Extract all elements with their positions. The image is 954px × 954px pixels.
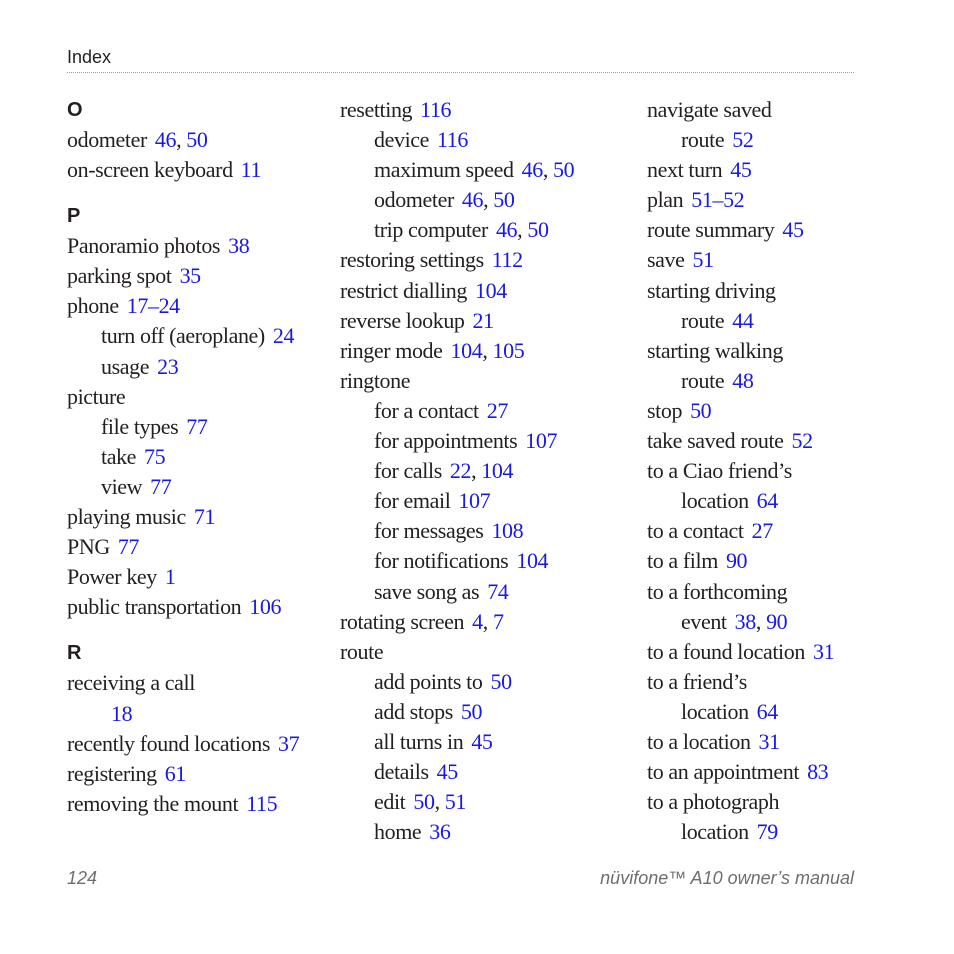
page-link[interactable]: 38 [228,233,250,259]
index-entry [67,729,327,759]
page-link[interactable]: 45 [782,217,804,243]
index-term: all turns in [374,728,464,754]
page-references [461,699,482,724]
page-link[interactable]: 45 [730,157,752,183]
page-references [278,731,299,756]
index-entry [647,155,857,185]
index-column-3 [647,95,857,847]
page-references [807,759,828,784]
index-term: resetting [340,97,413,122]
page-references [458,488,490,513]
index-entry [340,637,630,667]
index-subentry [67,442,327,472]
index-term: restoring settings [340,247,484,273]
page-separator: , [482,608,493,634]
page-references [165,761,186,786]
page-link[interactable]: 27 [751,518,773,544]
index-entry [340,95,630,125]
page-link[interactable]: 83 [807,759,829,785]
index-term: for messages [374,518,484,544]
page-references [165,564,176,589]
index-term: view [101,473,143,499]
page-references [241,157,261,182]
page-link[interactable]: 35 [179,263,201,289]
index-term: starting walking [647,337,783,363]
index-term: for appointments [374,428,518,454]
index-term: stop [647,397,683,423]
index-term: to a contact [647,518,744,544]
index-column-1 [67,95,327,819]
index-term: add points to [374,668,483,694]
index-term: route [681,127,725,153]
page-references [194,504,215,529]
page-link[interactable]: 45 [471,728,493,754]
page-references [690,398,711,423]
index-letter-heading: O [67,99,83,121]
index-entry [647,577,857,607]
index-entry [647,426,857,456]
index-letter-heading: R [67,642,82,665]
page-references [273,323,294,348]
page-references [487,398,508,423]
page-references [730,157,751,182]
index-subentry [340,546,630,576]
index-entry [340,306,630,336]
page-references [491,518,523,543]
index-entry [647,215,857,245]
page-references [691,187,744,212]
page-link[interactable]: 90 [766,608,788,634]
index-term: route [681,307,725,333]
index-subentry [647,697,857,727]
index-term: ringtone [340,367,411,393]
index-term: home [374,819,422,845]
page-references [792,428,813,453]
page-link[interactable]: 116 [420,97,452,122]
page-references [516,548,548,573]
page-references [462,187,515,212]
page-separator: , [482,337,493,363]
page-link[interactable]: 21 [472,307,494,333]
page-references [490,669,511,694]
page-link[interactable]: 11 [240,157,262,183]
page-references [759,729,780,754]
page-separator: , [542,157,554,183]
page-references [732,368,753,393]
index-term: rotating screen [340,608,465,634]
index-entry [67,261,327,291]
index-term: details [374,759,429,785]
index-term: removing the mount [67,790,239,816]
page-link[interactable]: 23 [157,353,179,379]
page-link[interactable]: 50 [527,217,549,243]
index-subentry [340,155,630,185]
page-link[interactable]: 7 [492,608,504,634]
page-link[interactable]: 107 [458,488,491,514]
index-subentry [647,306,857,336]
index-term: route [340,638,384,664]
index-subentry [340,787,630,817]
index-term: restrict dialling [340,277,467,303]
page-link[interactable]: 116 [437,127,468,153]
index-entry [647,95,857,125]
page-references [496,217,549,242]
page-link[interactable]: 1 [164,564,176,590]
page-separator: , [434,789,445,815]
page-link[interactable]: 38 [734,608,756,634]
page-link[interactable]: 50 [493,187,515,213]
page-references [757,699,778,724]
page-separator: , [517,217,528,243]
page-link[interactable]: 61 [164,760,186,786]
page-link[interactable]: 48 [732,367,754,393]
index-subentry [340,396,630,426]
index-subentry [340,185,630,215]
index-term: location [681,698,749,724]
index-term: to a photograph [647,789,780,815]
index-term: for calls [374,458,442,484]
index-subentry [647,607,857,637]
index-term: save song as [374,578,480,604]
page-link[interactable]: 36 [429,819,451,845]
page-separator: , [176,127,187,152]
page-link[interactable]: 50 [186,127,208,152]
index-subentry [340,697,630,727]
index-entry [647,276,857,306]
page-references [155,127,208,152]
page-link[interactable]: 105 [492,337,525,363]
index-subentry [340,667,630,697]
page-references [246,791,277,816]
index-term: turn off (aeroplane) [101,323,265,349]
page-references [111,701,132,726]
index-subentry [647,125,857,155]
page-link[interactable]: 46 [154,127,177,152]
page-references [157,354,178,379]
index-entry [647,245,857,275]
index-term: public transportation [67,594,242,620]
index-entry [647,546,857,576]
index-entry [67,699,327,729]
index-entry [67,155,327,185]
page-references [420,97,451,122]
index-term: for notifications [374,548,509,574]
page-references [487,579,508,604]
index-term: plan [647,187,684,213]
index-subentry [340,577,630,607]
page-link[interactable]: 17–24 [126,293,180,319]
page-link[interactable]: 77 [150,473,172,499]
index-entry [647,456,857,486]
page-link[interactable]: 27 [486,397,508,423]
index-subentry [340,426,630,456]
index-entry [340,245,630,275]
index-term: usage [101,353,150,379]
index-term: to a forthcoming [647,578,788,604]
page-link[interactable]: 90 [725,548,748,574]
index-entry [340,276,630,306]
index-entry [647,637,857,667]
page-link[interactable]: 71 [193,504,216,530]
index-entry [647,787,857,817]
page-link[interactable]: 18 [111,700,133,726]
index-entry [67,291,327,321]
page-link[interactable]: 50 [460,698,483,724]
index-term: route [681,367,725,393]
index-term: on-screen keyboard [67,157,233,183]
index-entry [647,336,857,366]
index-subentry [340,215,630,245]
index-term: for a contact [374,397,479,423]
index-subentry [67,412,327,442]
index-term: phone [67,293,119,319]
page-link[interactable]: 52 [732,127,754,153]
page-link[interactable]: 46 [521,157,543,183]
index-subentry [340,486,630,516]
page-references [522,157,575,182]
index-term: to a film [647,548,718,574]
index-entry [67,231,327,261]
page-link[interactable]: 106 [249,594,282,620]
index-term: take saved route [647,428,784,454]
page-link[interactable]: 51 [444,789,466,815]
index-term: recently found locations [67,730,270,756]
index-term: navigate saved [647,97,772,122]
page-link[interactable]: 24 [272,323,295,349]
page-references [180,263,201,288]
page-references [813,639,834,664]
index-term: route summary [647,217,775,243]
index-term: to a location [647,728,751,754]
page-references [127,293,180,318]
index-subentry [67,472,327,502]
index-entry [67,668,327,698]
index-entry [67,759,327,789]
page-link[interactable]: 104 [481,458,514,484]
index-term: take [101,443,137,469]
page-references [413,789,466,814]
index-entry [647,727,857,757]
page-references [693,247,714,272]
page-references [150,474,171,499]
index-subentry [340,727,630,757]
page-references [429,819,450,844]
index-term: to a Ciao friend’s [647,458,792,484]
page-references [437,759,458,784]
page-references [472,609,503,634]
page-link[interactable]: 4 [472,608,483,634]
index-entry [340,366,630,396]
page-references [471,729,492,754]
page-references [228,233,249,258]
page-link[interactable]: 44 [732,307,754,333]
index-subentry [340,125,630,155]
index-term: registering [67,760,157,786]
index-term: playing music [67,504,186,530]
page-link[interactable]: 77 [186,413,208,439]
page-references [186,414,207,439]
page-references [757,819,778,844]
index-entry [647,185,857,215]
manual-title: nüvifone™ A10 owner’s manual [600,868,854,888]
page-link[interactable]: 112 [491,247,523,273]
page-references [492,247,523,272]
index-term: to a found location [647,638,805,664]
page-references [451,338,525,363]
index-term: to a friend’s [647,668,747,694]
index-term: location [681,819,749,845]
page-references [525,428,557,453]
index-entry [647,757,857,787]
index-entry [67,532,327,562]
index-term: picture [67,383,126,409]
index-term: Panoramio photos [67,233,221,259]
page-references [732,127,753,152]
index-term: odometer [67,127,147,152]
index-subentry [340,817,630,847]
index-subentry [67,352,327,382]
page-number: 124 [67,868,98,888]
page-link[interactable]: 107 [525,428,558,454]
page-references [437,127,468,152]
page-link[interactable]: 104 [475,277,507,303]
index-term: event [681,608,727,634]
page-references [726,548,747,573]
index-entry [647,396,857,426]
index-column-2 [340,95,630,847]
page-link[interactable]: 115 [246,790,278,816]
index-letter-heading: P [67,205,81,228]
index-term: to an appointment [647,759,800,785]
page-link[interactable]: 50 [553,157,575,183]
page-link[interactable]: 51 [692,247,714,273]
index-entry [67,592,327,622]
page-link[interactable]: 46 [461,187,484,213]
index-entry [67,502,327,532]
index-term: next turn [647,157,723,183]
page-link[interactable]: 104 [450,337,483,363]
page-link[interactable]: 79 [756,819,778,845]
index-subentry [647,486,857,516]
page-link[interactable]: 77 [117,534,140,560]
index-term: reverse lookup [340,307,465,333]
index-term: device [374,127,430,153]
page-separator: , [471,458,482,484]
page-references [735,609,788,634]
index-entry [647,516,857,546]
index-subentry [340,516,630,546]
index-term: starting driving [647,277,776,303]
page-link[interactable]: 50 [413,789,435,815]
page-link[interactable]: 50 [690,397,712,423]
index-term: parking spot [67,263,172,289]
index-term: add stops [374,698,453,724]
page-references [144,444,165,469]
page-link[interactable]: 75 [144,443,166,469]
page-link[interactable]: 31 [758,728,780,754]
index-term: for email [374,488,451,514]
index-term: maximum speed [374,157,514,183]
page-references [450,458,513,483]
page-link[interactable]: 64 [756,698,778,724]
index-subentry [67,321,327,351]
index-term: file types [101,413,179,439]
page-references [757,488,778,513]
page-references [782,217,803,242]
index-entry [67,125,327,155]
page-references [732,308,753,333]
index-term: trip computer [374,217,488,243]
page-link[interactable]: 45 [436,759,458,785]
index-entry [67,789,327,819]
running-header: Index [67,47,854,73]
index-subentry [340,757,630,787]
page-link[interactable]: 31 [812,638,835,664]
page-link[interactable]: 22 [449,458,472,484]
index-term: location [681,488,749,514]
index-entry [647,667,857,697]
page-separator: , [483,187,494,213]
page-references [475,278,507,303]
index-entry [67,382,327,412]
page-link[interactable]: 46 [495,217,518,243]
page-link[interactable]: 64 [756,488,778,514]
page-link[interactable]: 50 [490,668,512,694]
index-term: ringer mode [340,337,443,363]
index-term: edit [374,789,406,815]
page-link[interactable]: 37 [278,730,300,756]
page-separator: , [755,608,767,634]
page-link[interactable]: 74 [487,578,509,604]
page-references [249,594,281,619]
page-references [473,308,494,333]
index-subentry [647,817,857,847]
index-entry [67,562,327,592]
index-term: PNG [67,534,110,560]
index-entry [340,336,630,366]
index-subentry [340,456,630,486]
index-term: Power key [67,564,157,590]
index-entry [340,607,630,637]
page-references [752,518,773,543]
index-subentry [647,366,857,396]
page-link[interactable]: 104 [516,548,549,574]
page-link[interactable]: 51–52 [691,187,745,213]
index-term: odometer [374,187,454,213]
index-term: receiving a call [67,670,195,696]
page-link[interactable]: 108 [491,518,524,544]
page-link[interactable]: 52 [791,428,813,454]
page-references [118,534,139,559]
index-term: save [647,247,685,273]
